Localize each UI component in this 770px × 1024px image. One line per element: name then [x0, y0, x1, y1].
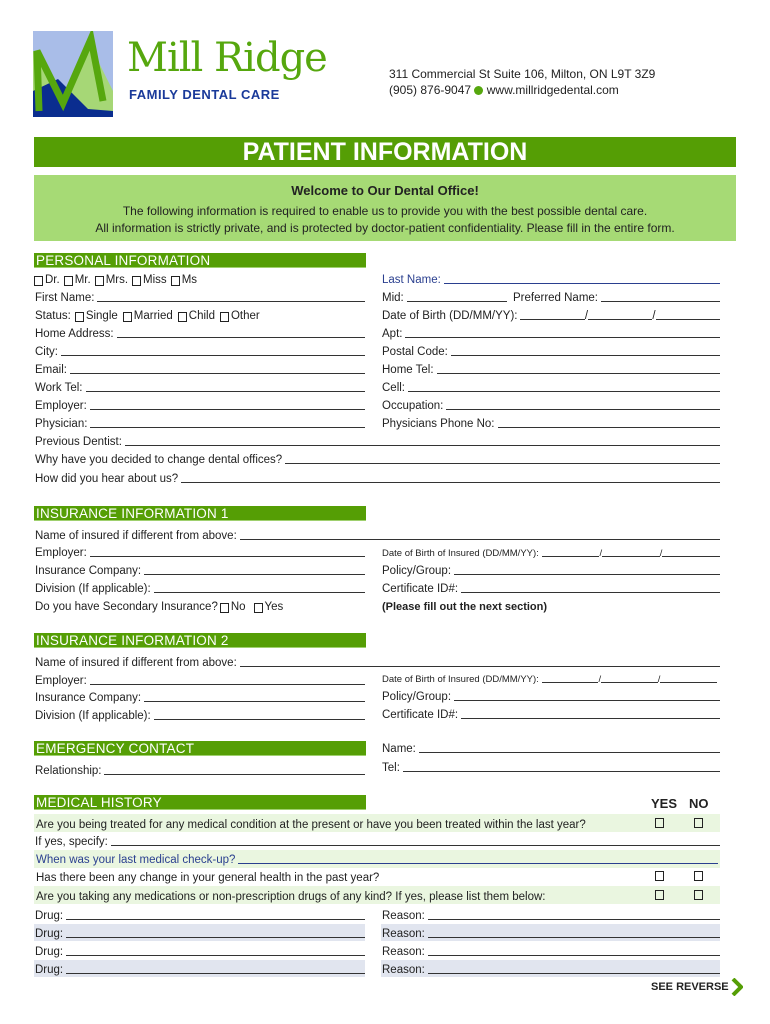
- section-insurance-2: INSURANCE INFORMATION 2: [34, 633, 366, 648]
- input-line[interactable]: [61, 344, 365, 356]
- status-checkboxes: [35, 307, 260, 322]
- input-line[interactable]: [240, 655, 720, 667]
- input-line[interactable]: [461, 581, 720, 593]
- input-line[interactable]: [117, 326, 365, 338]
- ins2-employer-field[interactable]: [35, 672, 365, 687]
- date-of-birth-field[interactable]: Date of Birth (DD/MM/YY): / /: [382, 307, 720, 322]
- input-line[interactable]: [461, 707, 720, 719]
- input-line[interactable]: [90, 673, 365, 685]
- label: When was your last medical check-up?: [36, 854, 236, 866]
- medical-q2: Has there been any change in your general health in the past year?: [36, 872, 380, 884]
- input-line[interactable]: [240, 528, 720, 540]
- bullet-icon: [474, 86, 483, 95]
- input-line[interactable]: [451, 344, 720, 356]
- section-medical-history: MEDICAL HISTORY: [34, 795, 366, 810]
- home-address-field[interactable]: [35, 325, 365, 340]
- occupation-field[interactable]: [382, 397, 720, 412]
- dd-line[interactable]: [542, 545, 600, 557]
- chevron-right-icon: [731, 978, 743, 996]
- ins2-certificate-field[interactable]: [382, 706, 720, 721]
- dd-line[interactable]: [520, 308, 584, 320]
- input-line[interactable]: [125, 434, 720, 446]
- label: Date of Birth of Insured (DD/MM/YY):: [382, 674, 539, 685]
- reason-field-4[interactable]: [382, 961, 720, 976]
- input-line[interactable]: [454, 689, 720, 701]
- label: Reason:: [382, 928, 425, 940]
- label: Do you have Secondary Insurance?: [35, 601, 218, 613]
- medical-q3: Are you taking any medications or non-prescription drugs of any kind? If yes, please list them below:: [36, 891, 546, 903]
- label: Relationship:: [35, 765, 102, 777]
- label: Last Name:: [382, 274, 441, 286]
- ins1-certificate-field[interactable]: [382, 580, 720, 595]
- yes-header: YES: [651, 796, 678, 811]
- checkbox-child[interactable]: [178, 312, 187, 322]
- label: Reason:: [382, 910, 425, 922]
- mid-field[interactable]: [382, 289, 507, 304]
- label: Drug:: [35, 910, 64, 922]
- reason-field-3[interactable]: [382, 943, 720, 958]
- label: Mid:: [382, 292, 404, 304]
- checkbox-mr[interactable]: [64, 276, 73, 286]
- checkbox-single[interactable]: [75, 312, 84, 322]
- see-reverse-label: SEE REVERSE: [651, 981, 729, 993]
- no-header: NO: [689, 796, 709, 811]
- label: Insurance Company:: [35, 692, 142, 704]
- last-checkup-field[interactable]: [36, 851, 718, 866]
- label: Home Address:: [35, 328, 114, 340]
- mm-line[interactable]: [602, 545, 660, 557]
- input-line[interactable]: [498, 416, 720, 428]
- input-line[interactable]: [444, 272, 720, 284]
- ins1-dob-field[interactable]: Date of Birth of Insured (DD/MM/YY): / /: [382, 544, 720, 559]
- mm-line[interactable]: [601, 671, 658, 683]
- input-line[interactable]: [111, 834, 720, 846]
- ins1-employer-field[interactable]: [35, 544, 365, 559]
- label: Why have you decided to change dental offices?: [35, 454, 283, 466]
- label: Drug:: [35, 964, 64, 976]
- label: How did you hear about us?: [35, 473, 179, 485]
- next-section-note: (Please fill out the next section): [382, 601, 548, 613]
- label-married: Married: [133, 310, 173, 322]
- label: Policy/Group:: [382, 691, 452, 703]
- checkbox-q1-yes[interactable]: [655, 818, 664, 828]
- checkbox-dr[interactable]: [34, 276, 43, 286]
- checkbox-miss[interactable]: [132, 276, 141, 286]
- label: Occupation:: [382, 400, 444, 412]
- ins2-dob-field[interactable]: Date of Birth of Insured (DD/MM/YY): / /: [382, 670, 717, 685]
- label: Tel:: [382, 762, 400, 774]
- input-line[interactable]: [90, 416, 365, 428]
- input-line[interactable]: [154, 708, 365, 720]
- input-line[interactable]: [66, 926, 365, 938]
- secondary-insurance-question: [35, 598, 283, 613]
- label: Reason:: [382, 946, 425, 958]
- drug-field-2[interactable]: [35, 925, 365, 940]
- label: Policy/Group:: [382, 565, 452, 577]
- input-line[interactable]: [154, 581, 365, 593]
- input-line[interactable]: [407, 290, 507, 302]
- ins2-company-field[interactable]: [35, 689, 365, 704]
- ins2-name-insured-field[interactable]: [35, 654, 720, 669]
- input-line[interactable]: [66, 908, 365, 920]
- input-line[interactable]: [405, 326, 720, 338]
- label: Reason:: [382, 964, 425, 976]
- welcome-box: [34, 175, 736, 241]
- input-line[interactable]: [419, 741, 720, 753]
- input-line[interactable]: [428, 962, 720, 974]
- work-tel-field[interactable]: [35, 379, 365, 394]
- label: Division (If applicable):: [35, 710, 151, 722]
- label: Date of Birth (DD/MM/YY):: [382, 310, 518, 322]
- welcome-line-1: The following information is required to enable us to provide you with the best possible dental care.: [122, 204, 648, 218]
- label: City:: [35, 346, 58, 358]
- label: Physicians Phone No:: [382, 418, 495, 430]
- yy-line[interactable]: [660, 671, 717, 683]
- label: Postal Code:: [382, 346, 448, 358]
- input-line[interactable]: [403, 760, 720, 772]
- input-line[interactable]: [454, 563, 720, 575]
- label: Employer:: [35, 675, 87, 687]
- ins2-division-field[interactable]: [35, 707, 365, 722]
- drug-field-1[interactable]: [35, 907, 365, 922]
- welcome-line-2: All information is strictly private, and is protected by doctor-patient confidentiality. Please fill in the entire form.: [95, 221, 675, 235]
- drug-field-4[interactable]: [35, 961, 365, 976]
- last-name-field[interactable]: [382, 271, 720, 286]
- preferred-name-field[interactable]: [513, 289, 720, 304]
- ins1-policy-field[interactable]: [382, 562, 720, 577]
- label: If yes, specify:: [35, 836, 108, 848]
- label: Employer:: [35, 547, 87, 559]
- input-line[interactable]: [428, 944, 720, 956]
- label: Work Tel:: [35, 382, 83, 394]
- ins1-name-insured-field[interactable]: [35, 527, 720, 542]
- label: Name of insured if different from above:: [35, 530, 237, 542]
- dd-line[interactable]: [542, 671, 599, 683]
- label: Previous Dentist:: [35, 436, 122, 448]
- logo-name: Mill Ridge: [127, 35, 327, 81]
- website: www.millridgedental.com: [486, 83, 619, 97]
- employer-field[interactable]: [35, 397, 365, 412]
- how-hear-field[interactable]: [35, 470, 720, 485]
- label: Certificate ID#:: [382, 709, 459, 721]
- logo: [33, 31, 373, 117]
- label: Certificate ID#:: [382, 583, 459, 595]
- title-checkboxes: [34, 271, 197, 286]
- home-tel-field[interactable]: [382, 361, 720, 376]
- ins1-company-field[interactable]: [35, 562, 365, 577]
- welcome-heading: Welcome to Our Dental Office!: [291, 183, 479, 198]
- previous-dentist-field[interactable]: [35, 433, 720, 448]
- emergency-relationship-field[interactable]: [35, 762, 365, 777]
- label-status: Status:: [35, 310, 71, 322]
- label: Email:: [35, 364, 67, 376]
- input-line[interactable]: [66, 962, 365, 974]
- checkbox-q3-no[interactable]: [694, 890, 703, 900]
- drug-field-3[interactable]: [35, 943, 365, 958]
- physicians-phone-field[interactable]: [382, 415, 720, 430]
- checkbox-secondary-no[interactable]: [220, 603, 229, 613]
- label-mrs: Mrs.: [105, 274, 129, 286]
- input-line[interactable]: [428, 908, 720, 920]
- input-line[interactable]: [285, 452, 720, 464]
- label: Apt:: [382, 328, 403, 340]
- input-line[interactable]: [90, 398, 365, 410]
- label: Insurance Company:: [35, 565, 142, 577]
- cell-field[interactable]: [382, 379, 720, 394]
- checkbox-mrs[interactable]: [95, 276, 104, 286]
- input-line[interactable]: [90, 545, 365, 557]
- checkbox-q2-no[interactable]: [694, 871, 703, 881]
- section-insurance-1: INSURANCE INFORMATION 1: [34, 506, 366, 521]
- input-line[interactable]: [144, 690, 365, 702]
- input-line[interactable]: [104, 763, 365, 775]
- input-line[interactable]: [428, 926, 720, 938]
- yy-line[interactable]: [662, 545, 720, 557]
- label-other: Other: [230, 310, 260, 322]
- input-line[interactable]: [437, 362, 720, 374]
- medical-q1: Are you being treated for any medical condition at the present or have you been treated within the last year?: [36, 819, 586, 831]
- input-line[interactable]: [238, 852, 718, 864]
- checkbox-q3-yes[interactable]: [655, 890, 664, 900]
- label-no: No: [230, 601, 246, 613]
- label: Drug:: [35, 928, 64, 940]
- see-reverse: [651, 978, 743, 996]
- input-line[interactable]: [601, 290, 720, 302]
- section-personal-information: PERSONAL INFORMATION: [34, 253, 366, 268]
- city-field[interactable]: [35, 343, 365, 358]
- input-line[interactable]: [408, 380, 720, 392]
- address: 311 Commercial St Suite 106, Milton, ON L9T 3Z9: [389, 67, 656, 81]
- label: Preferred Name:: [513, 292, 599, 304]
- checkbox-other[interactable]: [220, 312, 229, 322]
- input-line[interactable]: [97, 290, 365, 302]
- input-line[interactable]: [70, 362, 365, 374]
- checkbox-married[interactable]: [123, 312, 132, 322]
- label: Name:: [382, 743, 416, 755]
- label: Home Tel:: [382, 364, 434, 376]
- label: Cell:: [382, 382, 406, 394]
- logo-tagline: FAMILY DENTAL CARE: [129, 87, 280, 102]
- email-field[interactable]: [35, 361, 365, 376]
- label-ms: Ms: [181, 274, 198, 286]
- why-change-field[interactable]: [35, 451, 720, 466]
- input-line[interactable]: [144, 563, 365, 575]
- mountain-logo-icon: [33, 31, 113, 117]
- input-line[interactable]: [66, 944, 365, 956]
- checkbox-secondary-yes[interactable]: [254, 603, 263, 613]
- label: Drug:: [35, 946, 64, 958]
- reason-field-2[interactable]: [382, 925, 720, 940]
- label-child: Child: [188, 310, 215, 322]
- label-single: Single: [85, 310, 118, 322]
- contact-line: [389, 83, 619, 97]
- label-yes: Yes: [264, 601, 284, 613]
- label-mr: Mr.: [74, 274, 91, 286]
- label: Date of Birth of Insured (DD/MM/YY):: [382, 548, 539, 559]
- input-line[interactable]: [86, 380, 365, 392]
- apt-field[interactable]: [382, 325, 720, 340]
- physician-field[interactable]: [35, 415, 365, 430]
- input-line[interactable]: [446, 398, 720, 410]
- page-title: PATIENT INFORMATION: [34, 137, 736, 167]
- mm-line[interactable]: [588, 308, 652, 320]
- postal-code-field[interactable]: [382, 343, 720, 358]
- label-miss: Miss: [143, 274, 167, 286]
- ins1-division-field[interactable]: [35, 580, 365, 595]
- emergency-name-field[interactable]: [382, 740, 720, 755]
- first-name-field[interactable]: [35, 289, 365, 304]
- label-dr: Dr.: [45, 274, 60, 286]
- phone: (905) 876-9047: [389, 83, 472, 97]
- label: First Name:: [35, 292, 95, 304]
- input-line[interactable]: [181, 471, 720, 483]
- section-emergency-contact: EMERGENCY CONTACT: [34, 741, 366, 756]
- if-yes-specify-field[interactable]: [35, 833, 720, 848]
- label: Employer:: [35, 400, 87, 412]
- checkbox-q2-yes[interactable]: [655, 871, 664, 881]
- checkbox-ms[interactable]: [171, 276, 180, 286]
- label: Name of insured if different from above:: [35, 657, 237, 669]
- yy-line[interactable]: [656, 308, 720, 320]
- checkbox-q1-no[interactable]: [694, 818, 703, 828]
- emergency-tel-field[interactable]: [382, 759, 720, 774]
- ins2-policy-field[interactable]: [382, 688, 720, 703]
- label: Physician:: [35, 418, 88, 430]
- reason-field-1[interactable]: [382, 907, 720, 922]
- label: Division (If applicable):: [35, 583, 151, 595]
